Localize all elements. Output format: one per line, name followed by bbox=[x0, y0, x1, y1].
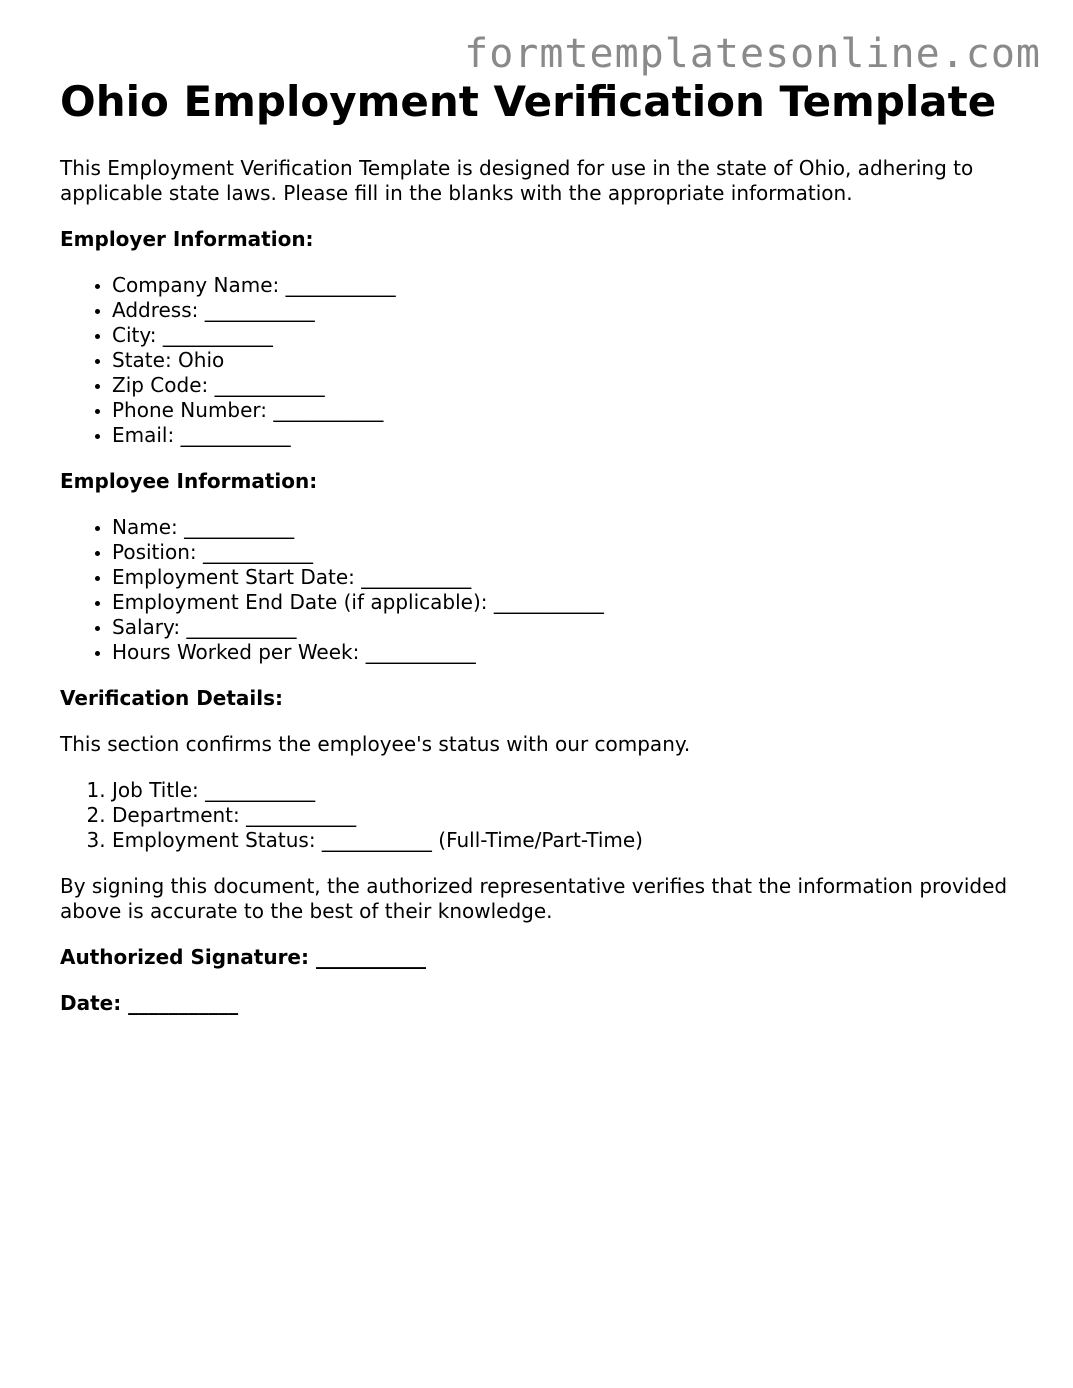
employer-city: • City: ___________ bbox=[112, 323, 1030, 348]
employer-phone-number: • Phone Number: ___________ bbox=[112, 398, 1030, 423]
verification-heading: Verification Details: bbox=[60, 686, 284, 710]
verification-department: 2. Department: ___________ bbox=[112, 803, 1030, 828]
employer-company-name: • Company Name: ___________ bbox=[112, 273, 1030, 298]
employee-start-date: • Employment Start Date: ___________ bbox=[112, 565, 1030, 590]
signature-date: Date: ___________ bbox=[60, 991, 239, 1015]
verification-list bbox=[60, 778, 1030, 853]
verification-employment-status: 3. Employment Status: ___________ (Full-Time/Part-Time) bbox=[112, 828, 1030, 853]
employer-zip-code: • Zip Code: ___________ bbox=[112, 373, 1030, 398]
employee-end-date: • Employment End Date (if applicable): ___________ bbox=[112, 590, 1030, 615]
employer-heading: Employer Information: bbox=[60, 227, 314, 251]
employee-heading: Employee Information: bbox=[60, 469, 318, 493]
document-title: Ohio Employment Verification Template bbox=[60, 77, 997, 126]
document-page bbox=[60, 76, 1030, 1016]
employee-list bbox=[60, 515, 1030, 665]
employee-position: • Position: ___________ bbox=[112, 540, 1030, 565]
employee-salary: • Salary: ___________ bbox=[112, 615, 1030, 640]
intro-paragraph: This Employment Verification Template is designed for use in the state of Ohio, adhering to applicable state laws. Please fill in the blanks with the appropriate information. bbox=[60, 156, 974, 205]
authorized-signature: Authorized Signature: ___________ bbox=[60, 945, 426, 969]
employee-hours-per-week: • Hours Worked per Week: ___________ bbox=[112, 640, 1030, 665]
verification-text: This section confirms the employee's status with our company. bbox=[60, 732, 691, 756]
employer-state: • State: Ohio bbox=[112, 348, 1030, 373]
employer-address: • Address: ___________ bbox=[112, 298, 1030, 323]
employer-email: • Email: ___________ bbox=[112, 423, 1030, 448]
employer-list bbox=[60, 273, 1030, 448]
employee-name: • Name: ___________ bbox=[112, 515, 1030, 540]
verification-job-title: 1. Job Title: ___________ bbox=[112, 778, 1030, 803]
closing-paragraph: By signing this document, the authorized representative verifies that the information provided above is accurate to the best of their knowledge. bbox=[60, 874, 1008, 923]
watermark: formtemplatesonline.com bbox=[464, 31, 1041, 77]
